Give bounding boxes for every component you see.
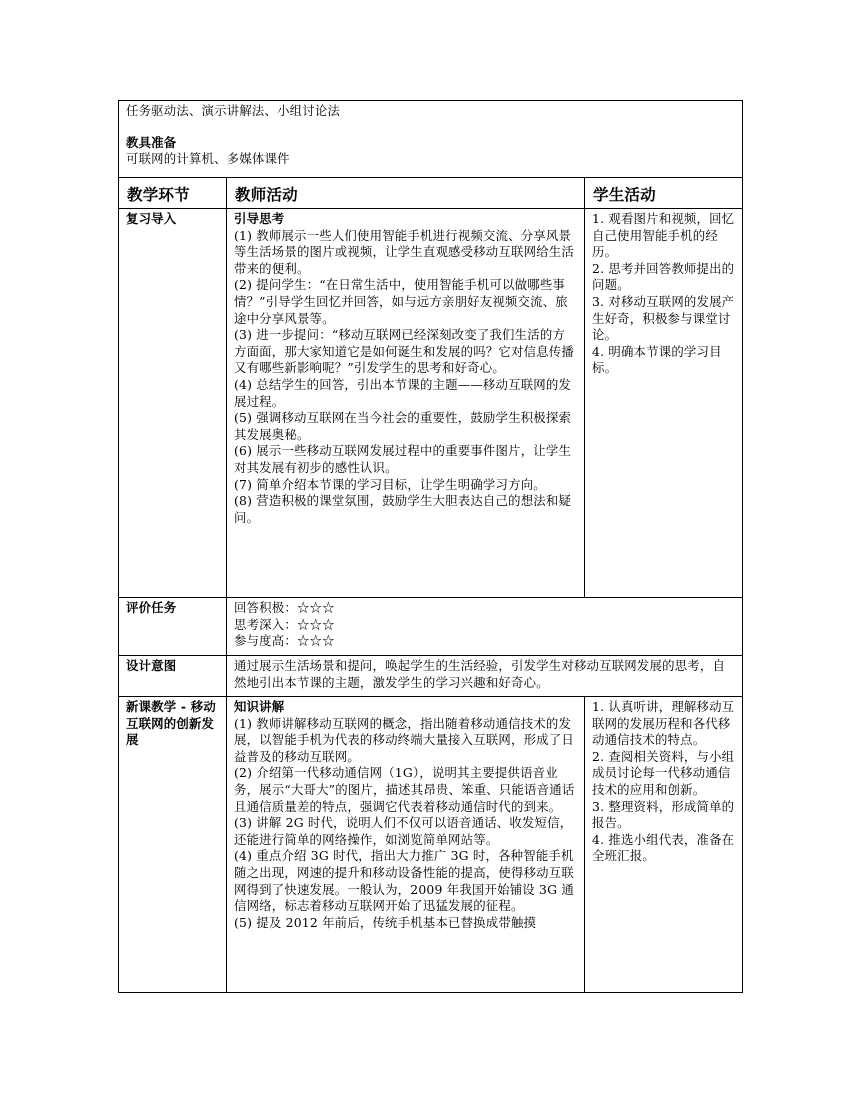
table-header-row (119, 178, 743, 209)
review-teacher-item: (4) 总结学生的回答，引出本节课的主题——移动互联网的发展过程。 (234, 376, 572, 409)
review-teacher-heading: 引导思考 (234, 211, 285, 226)
methods-row (119, 101, 743, 178)
header-student-activity: 学生活动 (585, 178, 743, 209)
newlesson-teacher-cell (227, 697, 585, 993)
header-teaching-stage: 教学环节 (119, 178, 227, 209)
newlesson-row (119, 697, 743, 993)
equipment-heading: 教具准备 (126, 134, 177, 150)
newlesson-teacher-item: (1) 教师讲解移动互联网的概念，指出随着移动通信技术的发展，以智能手机为代表的移动终端大量接入互联网，形成了日益普及的移动互联网。 (234, 715, 574, 764)
review-student-item: 1. 观看图片和视频，回忆自己使用智能手机的经历。 (592, 211, 735, 260)
review-row (119, 209, 743, 598)
review-teacher-cell (227, 209, 585, 598)
header-teacher-activity: 教师活动 (227, 178, 585, 209)
review-label: 复习导入 (119, 209, 227, 598)
review-teacher-item: (6) 展示一些移动互联网发展过程中的重要事件图片，让学生对其发展有初步的感性认识。 (234, 443, 572, 475)
newlesson-student-cell (585, 697, 743, 993)
evaluation-item: 参与度高：☆☆☆ (234, 633, 335, 649)
review-teacher-item: (5) 强调移动互联网在当今社会的重要性，鼓励学生积极探索其发展奥秘。 (234, 410, 572, 442)
review-teacher-item: (1) 教师展示一些人们使用智能手机进行视频交流、分享风景等生活场景的图片或视频，让学生直观感受移动互联网给生活带来的便利。 (234, 227, 574, 276)
evaluation-item: 回答积极：☆☆☆ (234, 600, 335, 615)
review-teacher-item: (7) 简单介绍本节课的学习目标，让学生明确学习方向。 (234, 476, 546, 492)
design-row (119, 656, 743, 697)
review-teacher-item: (3) 进一步提问：“移动互联网已经深刻改变了我们生活的方方面面，那大家知道它是如何诞生和发展的吗？它对信息传播又有哪些新影响呢？”引发学生的思考和好奇心。 (234, 327, 574, 376)
review-teacher-item: (8) 营造积极的课堂氛围，鼓励学生大胆表达自己的想法和疑问。 (234, 493, 572, 525)
evaluation-cell (227, 598, 743, 656)
newlesson-student-item: 1. 认真听讲，理解移动互联网的发展历程和各代移动通信技术的特点。 (592, 699, 735, 748)
newlesson-teacher-item: (5) 提及 2012 年前后，传统手机基本已替换成带触摸 (234, 914, 537, 930)
review-student-item: 3. 对移动互联网的发展产生好奇，积极参与课堂讨论。 (592, 293, 735, 343)
newlesson-teacher-item: (2) 介绍第一代移动通信网（1G），说明其主要提供语音业务，展示“大哥大”的图片，描述其昂贵、笨重、只能语音通话且通信质量差的特点，强调它代表着移动通信时代的到来。 (234, 765, 575, 814)
newlesson-teacher-heading: 知识讲解 (234, 699, 285, 714)
evaluation-row (119, 598, 743, 656)
newlesson-student-item: 3. 整理资料，形成简单的报告。 (592, 798, 735, 831)
review-student-item: 2. 思考并回答教师提出的问题。 (592, 260, 735, 293)
equipment-text: 可联网的计算机、多媒体课件 (126, 151, 290, 167)
design-text: 通过展示生活场景和提问，唤起学生的生活经验，引发学生对移动互联网发展的思考，自然地引出本节课的主题，激发学生的学习兴趣和好奇心。 (227, 656, 743, 697)
review-student-cell (585, 209, 743, 598)
newlesson-student-item: 2. 查阅相关资料，与小组成员讨论每一代移动通信技术的应用和创新。 (592, 748, 735, 797)
evaluation-label: 评价任务 (119, 598, 227, 656)
teaching-methods: 任务驱动法、演示讲解法、小组讨论法 (126, 103, 341, 118)
newlesson-label: 新课教学 - 移动互联网的创新发展 (119, 697, 227, 993)
newlesson-teacher-item: (4) 重点介绍 3G 时代，指出大力推广 3G 时，各种智能手机随之出现，网速的提升和移动设备性能的提高，使得移动互联网得到了快速发展。一般认为，2009 年我国开始铺设 3G 通信网络，标志着移动互联网开始了迅猛发展的征程。 (234, 848, 574, 914)
newlesson-student-item: 4. 推选小组代表，准备在全班汇报。 (592, 831, 735, 864)
evaluation-item: 思考深入：☆☆☆ (234, 616, 335, 632)
lesson-plan-table (118, 100, 743, 993)
review-teacher-item: (2) 提问学生：“在日常生活中，使用智能手机可以做哪些事情？”引导学生回忆并回答，如与远方亲朋好友视频交流、旅途中分享风景等。 (234, 277, 568, 326)
newlesson-teacher-item: (3) 讲解 2G 时代，说明人们不仅可以语音通话、收发短信，还能进行简单的网络操作，如浏览简单网站等。 (234, 815, 573, 847)
design-label: 设计意图 (119, 656, 227, 697)
review-student-item: 4. 明确本节课的学习目标。 (592, 343, 722, 376)
